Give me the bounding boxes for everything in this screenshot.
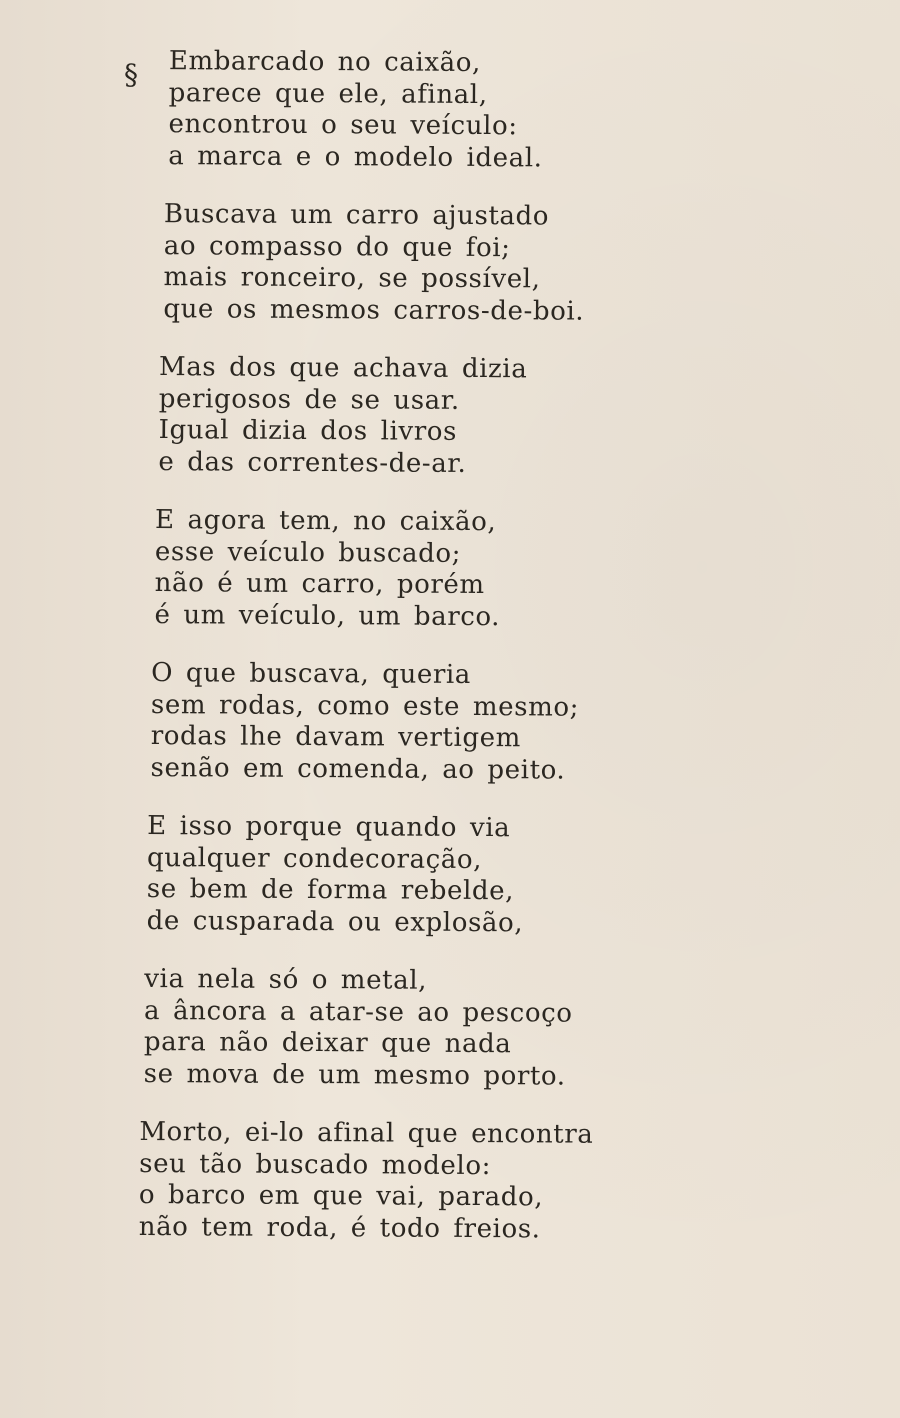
poem: [138, 46, 750, 1274]
poem-line: que os mesmos carros-de-boi.: [163, 293, 585, 327]
stanza-3: [147, 352, 748, 482]
poem-line: seu tão buscado modelo:: [139, 1148, 492, 1181]
stanza-1: [149, 46, 750, 176]
poem-line: para não deixar que nada: [143, 1026, 512, 1060]
poem-line: Morto, ei-lo afinal que encontra: [139, 1116, 594, 1150]
poem-line: mais ronceiro, se possível,: [163, 262, 541, 295]
poem-line: de cusparada ou explosão,: [146, 905, 524, 938]
stanza-4: [146, 505, 747, 635]
poem-line: a âncora a atar-se ao pescoço: [144, 995, 573, 1029]
poem-line: Buscava um carro ajustado: [163, 199, 550, 232]
poem-line: se mova de um mesmo porto.: [143, 1058, 566, 1092]
poem-line: parece que ele, afinal,: [168, 77, 488, 110]
poem-line: é um veículo, um barco.: [154, 599, 501, 632]
poem-line: rodas lhe davam vertigem: [150, 721, 522, 754]
poem-line: perigosos de se usar.: [158, 383, 460, 416]
poem-line: qualquer condecoração,: [146, 842, 483, 875]
poem-line: não tem roda, é todo freios.: [138, 1211, 541, 1244]
poem-line: Mas dos que achava dizia: [158, 352, 528, 385]
poem-line: a marca e o modelo ideal.: [168, 140, 543, 173]
poem-line: e das correntes-de-ar.: [158, 446, 467, 479]
section-mark: §: [124, 58, 138, 91]
poem-line: encontrou o seu veículo:: [168, 109, 518, 142]
poem-line: ao compasso do que foi;: [163, 230, 511, 263]
poem-line: se bem de forma rebelde,: [146, 873, 515, 907]
stanza-5: [145, 658, 746, 788]
poem-line: o barco em que vai, parado,: [138, 1179, 544, 1213]
poem-line: Igual dizia dos livros: [158, 415, 458, 447]
stanza-6: [145, 811, 746, 941]
poem-line: O que buscava, queria: [151, 658, 472, 690]
poem-line: E agora tem, no caixão,: [155, 505, 497, 538]
poem-line: via nela só o metal,: [144, 963, 428, 996]
stanza-2: [148, 199, 749, 329]
poem-line: não é um carro, porém: [154, 568, 485, 601]
poem-line: Embarcado no caixão,: [168, 46, 481, 79]
poem-line: senão em comenda, ao peito.: [150, 752, 566, 786]
stanza-8: [139, 1117, 744, 1247]
stanza-7: [144, 964, 745, 1094]
poem-line: esse veículo buscado;: [154, 536, 462, 569]
poem-line: sem rodas, como este mesmo;: [150, 689, 580, 723]
poem-line: E isso porque quando via: [147, 810, 511, 844]
